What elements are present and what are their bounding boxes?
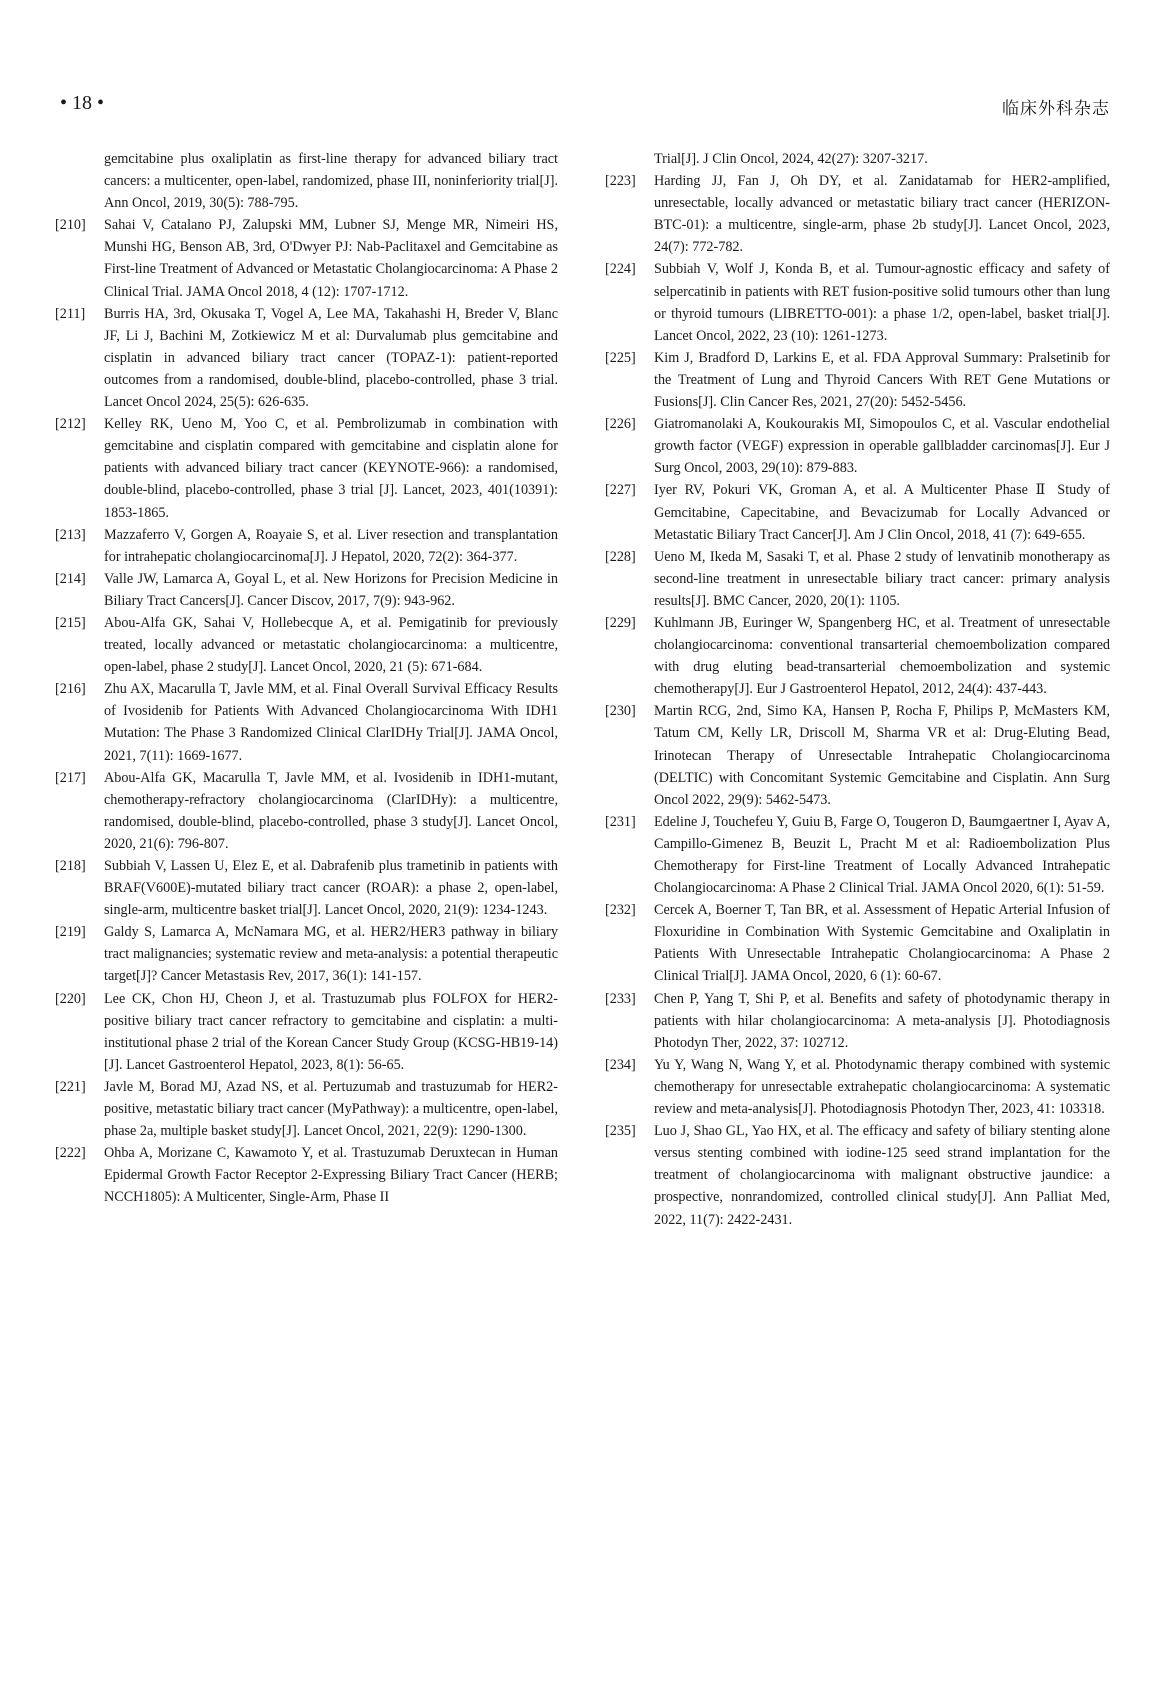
reference-entry	[605, 1120, 1110, 1230]
reference-number: [210]	[55, 217, 86, 234]
reference-entry	[605, 899, 1110, 987]
reference-text: Chen P, Yang T, Shi P, et al. Benefits and safety of photodynamic therapy in patients with hilar cholangiocarcinoma: A meta-analysis [J]. Photodiagnosis Photodyn Ther, 2022, 37: 102712.	[654, 990, 1110, 1051]
reference-text: Edeline J, Touchefeu Y, Guiu B, Farge O, Tougeron D, Baumgaertner I, Ayav A, Campillo-Gimenez B, Beuzit L, Pracht M et al: Radioembolization Plus Chemotherapy for First-line Treatment of Locally Advanced Intrahepatic Cholangiocarcinoma: A Phase 2 Clinical Trial. JAMA Oncol 2020, 6(1): 51-59.	[654, 813, 1110, 897]
reference-entry	[55, 678, 558, 766]
reference-entry	[55, 568, 558, 612]
reference-number: [224]	[605, 261, 636, 278]
reference-entry	[605, 1054, 1110, 1120]
reference-entry	[55, 1142, 558, 1208]
reference-text: Abou-Alfa GK, Macarulla T, Javle MM, et al. Ivosidenib in IDH1-mutant, chemotherapy-refractory cholangiocarcinoma (ClarIDHy): a multicentre, randomised, double-blind, placebo-controlled, phase 3 study[J]. Lancet Oncol, 2020, 21(6): 796-807.	[104, 769, 558, 852]
reference-number: [214]	[55, 570, 86, 587]
reference-text: Mazzaferro V, Gorgen A, Roayaie S, et al. Liver resection and transplantation for intrahepatic cholangiocarcinoma[J]. J Hepatol, 2020, 72(2): 364-377.	[104, 526, 558, 565]
reference-text: gemcitabine plus oxaliplatin as first-line therapy for advanced biliary tract cancers: a multicenter, open-label, randomized, phase III, noninferiority trial[J]. Ann Oncol, 2019, 30(5): 788-795.	[104, 151, 558, 212]
reference-text: Harding JJ, Fan J, Oh DY, et al. Zanidatamab for HER2-amplified, unresectable, locally advanced or metastatic biliary tract cancer (HERIZON-BTC-01): a multicentre, single-arm, phase 2b study[J]. Lancet Oncol, 2023, 24(7): 772-782.	[654, 173, 1110, 256]
reference-entry	[605, 546, 1110, 612]
reference-text: Subbiah V, Wolf J, Konda B, et al. Tumour-agnostic efficacy and safety of selpercatinib in patients with RET fusion-positive solid tumours other than lung or thyroid tumours (LIBRETTO-001): a phase 1/2, open-label, basket trial[J]. Lancet Oncol, 2022, 23 (10): 1261-1273.	[654, 261, 1110, 344]
reference-number: [226]	[605, 416, 636, 433]
reference-entry	[605, 700, 1110, 810]
reference-text: Cercek A, Boerner T, Tan BR, et al. Assessment of Hepatic Arterial Infusion of Floxuridine in Combination With Systemic Gemcitabine and Oxaliplatin in Patients With Unresectable Intrahepatic Cholangiocarcinoma: A Phase 2 Clinical Trial[J]. JAMA Oncol, 2020, 6 (1): 60-67.	[654, 902, 1110, 985]
reference-text: Abou-Alfa GK, Sahai V, Hollebecque A, et al. Pemigatinib for previously treated, locally advanced or metastatic cholangiocarcinoma: a multicentre, open-label, phase 2 study[J]. Lancet Oncol, 2020, 21 (5): 671-684.	[104, 614, 558, 676]
reference-text: Kelley RK, Ueno M, Yoo C, et al. Pembrolizumab in combination with gemcitabine and cisplatin compared with gemcitabine and cisplatin alone for patients with advanced biliary tract cancer (KEYNOTE-966): a randomised, double-blind, placebo-controlled, phase 3 trial [J]. Lancet, 2023, 401(10391): 1853-1865.	[104, 416, 558, 521]
reference-text: Javle M, Borad MJ, Azad NS, et al. Pertuzumab and trastuzumab for HER2-positive, metastatic biliary tract cancer (MyPathway): a multicentre, open-label, phase 2a, multiple basket study[J]. Lancet Oncol, 2021, 22(9): 1290-1300.	[104, 1078, 558, 1140]
reference-number: [218]	[55, 858, 86, 874]
reference-text: Lee CK, Chon HJ, Cheon J, et al. Trastuzumab plus FOLFOX for HER2-positive biliary tract cancer refractory to gemcitabine and cisplatin: a multi-institutional phase 2 trial of the Korean Cancer Study Group (KCSG-HB19-14) [J]. Lancet Gastroenterol Hepatol, 2023, 8(1): 56-65.	[104, 990, 558, 1073]
reference-number: [222]	[55, 1145, 86, 1162]
reference-entry	[55, 524, 558, 568]
reference-number: [220]	[55, 990, 86, 1007]
reference-entry	[605, 811, 1110, 899]
reference-text: Burris HA, 3rd, Okusaka T, Vogel A, Lee MA, Takahashi H, Breder V, Blanc JF, Li J, Bachini M, Zotkiewicz M et al: Durvalumab plus gemcitabine and cisplatin in advanced biliary tract cancer (TOPAZ-1): patient-reported outcomes from a randomised, double-blind, placebo-controlled, phase 3 trial. Lancet Oncol 2024, 25(5): 626-635.	[104, 305, 558, 411]
reference-text: Galdy S, Lamarca A, McNamara MG, et al. HER2/HER3 pathway in biliary tract malignancies; systematic review and meta-analysis: a potential therapeutic target[J]? Cancer Metastasis Rev, 2017, 36(1): 141-157.	[104, 924, 558, 985]
reference-entry	[55, 767, 558, 855]
reference-text: Ohba A, Morizane C, Kawamoto Y, et al. Trastuzumab Deruxtecan in Human Epidermal Growth Factor Receptor 2-Expressing Biliary Tract Cancer (HERB; NCCH1805): A Multicenter, Single-Arm, Phase II	[104, 1145, 558, 1206]
reference-number: [227]	[605, 482, 636, 499]
reference-number: [231]	[605, 813, 636, 830]
reference-entry	[55, 413, 558, 523]
reference-number: [215]	[55, 614, 86, 631]
reference-number: [212]	[55, 416, 86, 433]
reference-number: [235]	[605, 1123, 636, 1140]
reference-number: [211]	[55, 305, 86, 322]
reference-number: [232]	[605, 902, 636, 919]
reference-entry	[55, 612, 558, 678]
page-header	[60, 92, 1110, 120]
reference-entry	[605, 347, 1110, 413]
reference-entry	[55, 988, 558, 1076]
reference-entry	[605, 413, 1110, 479]
reference-text: Iyer RV, Pokuri VK, Groman A, et al. A Multicenter Phase Ⅱ Study of Gemcitabine, Capecitabine, and Bevacizumab for Locally Advanced or Metastatic Biliary Tract Cancer[J]. Am J Clin Oncol, 2018, 41 (7): 649-655.	[654, 482, 1110, 543]
reference-number: [233]	[605, 990, 636, 1007]
reference-number: [229]	[605, 614, 636, 631]
reference-entry	[55, 1076, 558, 1142]
reference-number: [221]	[55, 1078, 86, 1095]
reference-text: Giatromanolaki A, Koukourakis MI, Simopoulos C, et al. Vascular endothelial growth factor (VEGF) expression in operable gallbladder carcinomas[J]. Eur J Surg Oncol, 2003, 29(10): 879-883.	[654, 416, 1110, 477]
reference-number: [223]	[605, 173, 636, 190]
reference-entry	[605, 148, 1110, 170]
reference-text: Ueno M, Ikeda M, Sasaki T, et al. Phase 2 study of lenvatinib monotherapy as second-line treatment in unresectable biliary tract cancer: primary analysis results[J]. BMC Cancer, 2020, 20(1): 1105.	[654, 548, 1110, 609]
page-number: • 18 •	[60, 92, 105, 114]
reference-text: Trial[J]. J Clin Oncol, 2024, 42(27): 3207-3217.	[654, 151, 928, 167]
reference-entry	[605, 170, 1110, 258]
journal-name: 临床外科杂志	[1002, 99, 1110, 119]
reference-number: [230]	[605, 703, 636, 720]
reference-entry	[605, 988, 1110, 1054]
reference-text: Sahai V, Catalano PJ, Zalupski MM, Lubner SJ, Menge MR, Nimeiri HS, Munshi HG, Benson AB, 3rd, O'Dwyer PJ: Nab-Paclitaxel and Gemcitabine as First-line Treatment of Advanced or Metastatic Cholangiocarcinoma: A Phase 2 Clinical Trial. JAMA Oncol 2018, 4 (12): 1707-1712.	[104, 217, 558, 300]
reference-number: [216]	[55, 681, 86, 698]
reference-column-right	[605, 148, 1110, 1231]
reference-number: [217]	[55, 769, 86, 786]
reference-text: Subbiah V, Lassen U, Elez E, et al. Dabrafenib plus trametinib in patients with BRAF(V600E)-mutated biliary tract cancer (ROAR): a phase 2, open-label, single-arm, multicentre basket trial[J]. Lancet Oncol, 2020, 21(9): 1234-1243.	[104, 858, 558, 919]
reference-entry	[605, 612, 1110, 700]
reference-entry	[55, 921, 558, 987]
reference-text: Valle JW, Lamarca A, Goyal L, et al. New Horizons for Precision Medicine in Biliary Tract Cancers[J]. Cancer Discov, 2017, 7(9): 943-962.	[104, 570, 558, 609]
reference-entry	[55, 214, 558, 302]
reference-entry	[55, 148, 558, 214]
reference-text: Yu Y, Wang N, Wang Y, et al. Photodynamic therapy combined with systemic chemotherapy for unresectable extrahepatic cholangiocarcinoma: A systematic review and meta-analysis[J]. Photodiagnosis Photodyn Ther, 2023, 41: 103318.	[654, 1056, 1110, 1118]
reference-number: [228]	[605, 548, 636, 565]
reference-entry	[605, 258, 1110, 346]
reference-number: [234]	[605, 1056, 636, 1073]
reference-number: [213]	[55, 526, 86, 543]
reference-entry	[55, 303, 558, 413]
reference-text: Martin RCG, 2nd, Simo KA, Hansen P, Rocha F, Philips P, McMasters KM, Tatum CM, Kelly LR, Driscoll M, Sharma VR et al: Drug-Eluting Bead, Irinotecan Therapy of Unresectable Intrahepatic Cholangiocarcinoma (DELTIC) with Concomitant Systemic Gemcitabine and Cisplatin. Ann Surg Oncol 2022, 29(9): 5462-5473.	[654, 703, 1110, 808]
reference-text: Kim J, Bradford D, Larkins E, et al. FDA Approval Summary: Pralsetinib for the Treatment of Lung and Thyroid Cancers With RET Gene Mutations or Fusions[J]. Clin Cancer Res, 2021, 27(20): 5452-5456.	[654, 349, 1110, 411]
reference-text: Zhu AX, Macarulla T, Javle MM, et al. Final Overall Survival Efficacy Results of Ivosidenib for Patients With Advanced Cholangiocarcinoma With IDH1 Mutation: The Phase 3 Randomized Clinical ClarIDHy Trial[J]. JAMA Oncol, 2021, 7(11): 1669-1677.	[104, 681, 558, 764]
reference-entry	[605, 479, 1110, 545]
reference-text: Kuhlmann JB, Euringer W, Spangenberg HC, et al. Treatment of unresectable cholangiocarcinoma: conventional transarterial chemoembolization compared with drug eluting bead-transarterial chemoembolization and systemic chemotherapy[J]. Eur J Gastroenterol Hepatol, 2012, 24(4): 437-443.	[654, 614, 1110, 698]
reference-entry	[55, 855, 558, 921]
reference-number: [219]	[55, 924, 86, 941]
reference-column-left	[55, 148, 558, 1209]
reference-text: Luo J, Shao GL, Yao HX, et al. The efficacy and safety of biliary stenting alone versus stenting combined with iodine-125 seed strand implantation for the treatment of cholangiocarcinoma with malignant obstructive jaundice: a prospective, nonrandomized, controlled clinical study[J]. Ann Palliat Med, 2022, 11(7): 2422-2431.	[654, 1123, 1110, 1228]
reference-number: [225]	[605, 349, 636, 366]
